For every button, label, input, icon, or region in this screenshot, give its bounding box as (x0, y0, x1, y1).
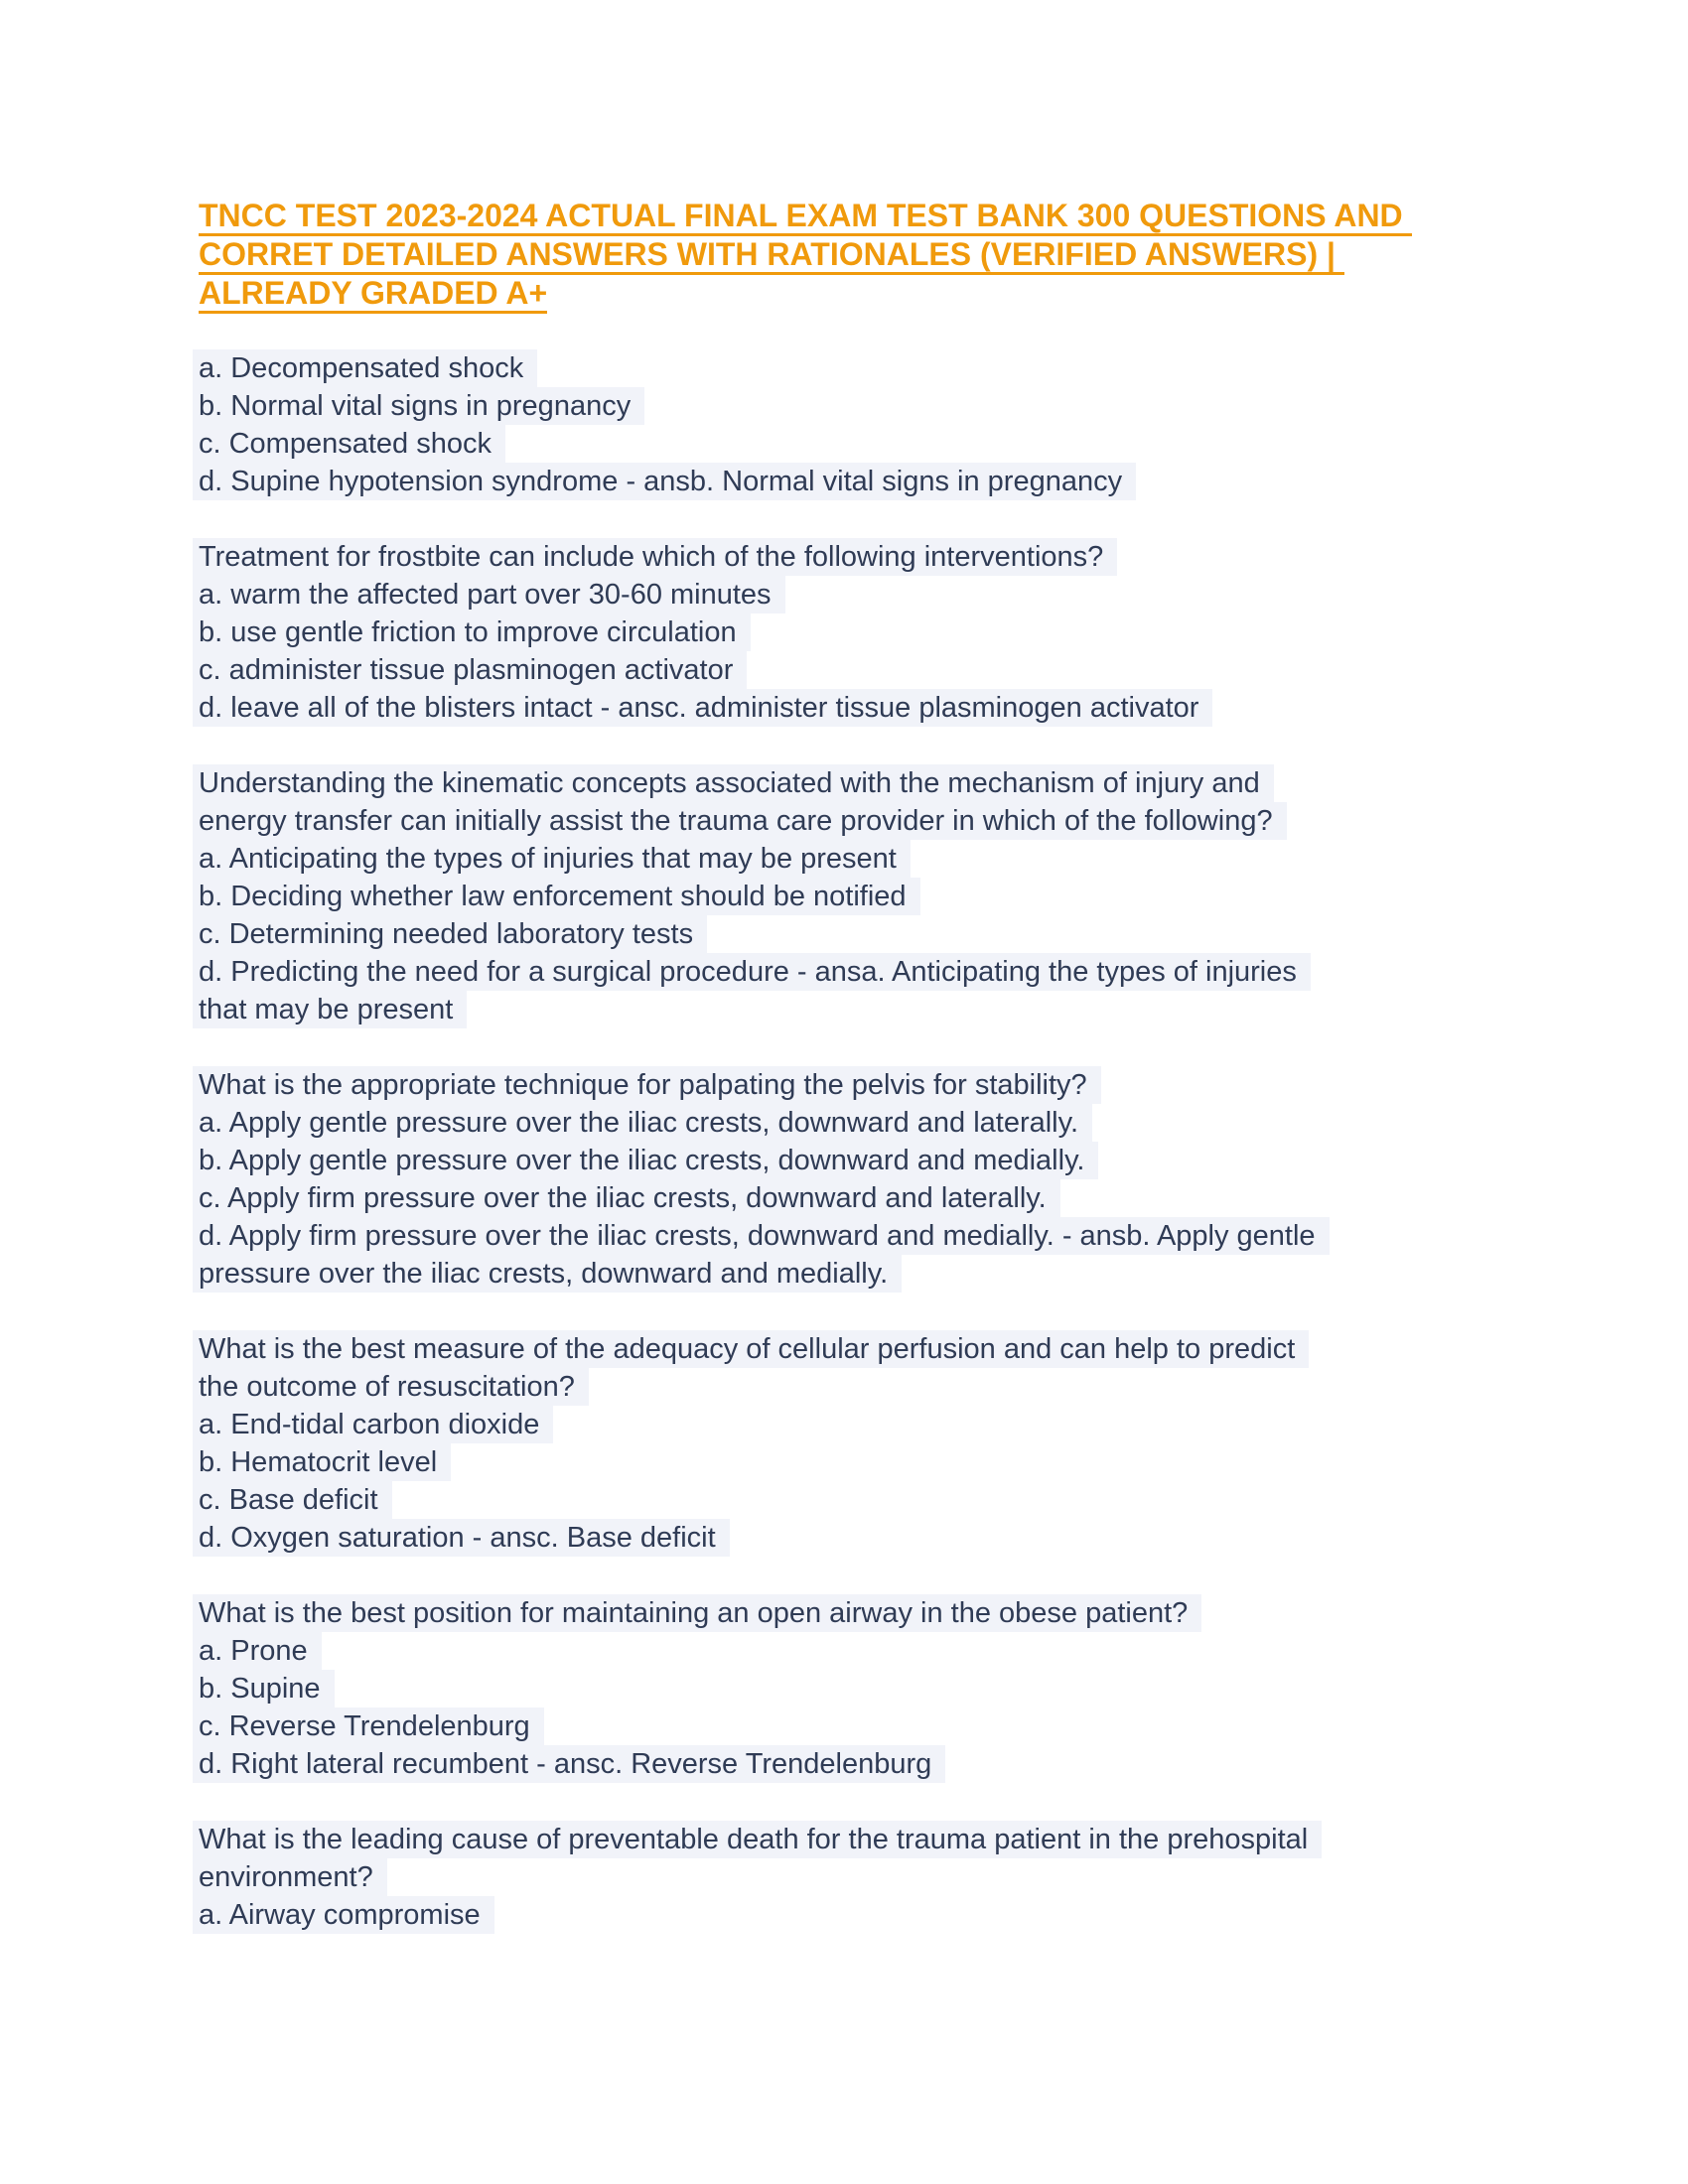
answer-line (193, 1519, 1569, 1557)
question-line (193, 538, 1569, 576)
document-title-text: CORRET DETAILED ANSWERS WITH RATIONALES (VERIFIED ANSWERS) | (199, 236, 1344, 275)
option-line (193, 1142, 1569, 1179)
qa-block-answer-options-1 (193, 349, 1569, 500)
answer-continuation-line (193, 991, 1569, 1028)
qa-block-cellular-perfusion (193, 1330, 1569, 1557)
option-line (193, 1632, 1569, 1670)
option-line (193, 1670, 1569, 1707)
option-line (193, 1104, 1569, 1142)
option-line (193, 576, 1569, 614)
question-line (193, 1368, 1569, 1406)
highlighted-text: d. Apply firm pressure over the iliac crests, downward and medially. - ansb. Apply gentle (193, 1217, 1330, 1255)
highlighted-text: d. Right lateral recumbent - ansc. Reverse Trendelenburg (193, 1745, 945, 1783)
document-title-line (199, 274, 1569, 313)
highlighted-text: d. Oxygen saturation - ansc. Base deficit (193, 1519, 730, 1557)
question-line (193, 1594, 1569, 1632)
highlighted-text: Understanding the kinematic concepts associated with the mechanism of injury and (193, 764, 1274, 802)
highlighted-text: c. administer tissue plasminogen activator (193, 651, 747, 689)
highlighted-text: a. warm the affected part over 30-60 minutes (193, 576, 785, 614)
highlighted-text: c. Apply firm pressure over the iliac crests, downward and laterally. (193, 1179, 1060, 1217)
highlighted-text: What is the best measure of the adequacy of cellular perfusion and can help to predict (193, 1330, 1309, 1368)
answer-line (193, 463, 1569, 500)
document-title (193, 197, 1569, 313)
highlighted-text: that may be present (193, 991, 467, 1028)
option-line (193, 840, 1569, 878)
option-line (193, 1179, 1569, 1217)
qa-block-preventable-death (193, 1821, 1569, 1934)
highlighted-text: What is the best position for maintaining an open airway in the obese patient? (193, 1594, 1201, 1632)
option-line (193, 1896, 1569, 1934)
highlighted-text: d. Supine hypotension syndrome - ansb. Normal vital signs in pregnancy (193, 463, 1136, 500)
highlighted-text: b. Deciding whether law enforcement should be notified (193, 878, 920, 915)
document-title-line (199, 235, 1569, 274)
option-line (193, 878, 1569, 915)
highlighted-text: c. Base deficit (193, 1481, 392, 1519)
highlighted-text: environment? (193, 1858, 387, 1896)
highlighted-text: c. Compensated shock (193, 425, 505, 463)
highlighted-text: a. Anticipating the types of injuries that may be present (193, 840, 911, 878)
highlighted-text: b. Supine (193, 1670, 335, 1707)
option-line (193, 349, 1569, 387)
highlighted-text: a. Airway compromise (193, 1896, 494, 1934)
option-line (193, 1443, 1569, 1481)
document-title-text: TNCC TEST 2023-2024 ACTUAL FINAL EXAM TEST BANK 300 QUESTIONS AND (199, 198, 1412, 236)
answer-continuation-line (193, 1255, 1569, 1293)
option-line (193, 614, 1569, 651)
option-line (193, 1481, 1569, 1519)
highlighted-text: b. Normal vital signs in pregnancy (193, 387, 644, 425)
highlighted-text: What is the appropriate technique for palpating the pelvis for stability? (193, 1066, 1101, 1104)
highlighted-text: Treatment for frostbite can include which of the following interventions? (193, 538, 1117, 576)
answer-line (193, 689, 1569, 727)
highlighted-text: b. Apply gentle pressure over the iliac crests, downward and medially. (193, 1142, 1098, 1179)
question-line (193, 1066, 1569, 1104)
highlighted-text: a. Apply gentle pressure over the iliac crests, downward and laterally. (193, 1104, 1092, 1142)
option-line (193, 1406, 1569, 1443)
qa-block-obese-airway (193, 1594, 1569, 1783)
answer-line (193, 953, 1569, 991)
highlighted-text: c. Determining needed laboratory tests (193, 915, 707, 953)
question-line (193, 1330, 1569, 1368)
option-line (193, 651, 1569, 689)
answer-line (193, 1217, 1569, 1255)
document-title-line (199, 197, 1569, 235)
qa-block-kinematics (193, 764, 1569, 1028)
question-line (193, 1858, 1569, 1896)
highlighted-text: the outcome of resuscitation? (193, 1368, 589, 1406)
question-line (193, 764, 1569, 802)
highlighted-text: c. Reverse Trendelenburg (193, 1707, 544, 1745)
option-line (193, 915, 1569, 953)
question-line (193, 1821, 1569, 1858)
option-line (193, 1707, 1569, 1745)
highlighted-text: d. leave all of the blisters intact - ansc. administer tissue plasminogen activator (193, 689, 1212, 727)
highlighted-text: What is the leading cause of preventable death for the trauma patient in the prehospital (193, 1821, 1322, 1858)
highlighted-text: a. End-tidal carbon dioxide (193, 1406, 553, 1443)
qa-block-frostbite (193, 538, 1569, 727)
qa-block-pelvis-palpation (193, 1066, 1569, 1293)
highlighted-text: b. Hematocrit level (193, 1443, 451, 1481)
option-line (193, 387, 1569, 425)
answer-line (193, 1745, 1569, 1783)
highlighted-text: a. Decompensated shock (193, 349, 537, 387)
highlighted-text: b. use gentle friction to improve circulation (193, 614, 751, 651)
highlighted-text: energy transfer can initially assist the trauma care provider in which of the following? (193, 802, 1287, 840)
question-line (193, 802, 1569, 840)
option-line (193, 425, 1569, 463)
highlighted-text: pressure over the iliac crests, downward and medially. (193, 1255, 902, 1293)
highlighted-text: a. Prone (193, 1632, 322, 1670)
document-title-text: ALREADY GRADED A+ (199, 275, 547, 314)
highlighted-text: d. Predicting the need for a surgical procedure - ansa. Anticipating the types of injuries (193, 953, 1311, 991)
